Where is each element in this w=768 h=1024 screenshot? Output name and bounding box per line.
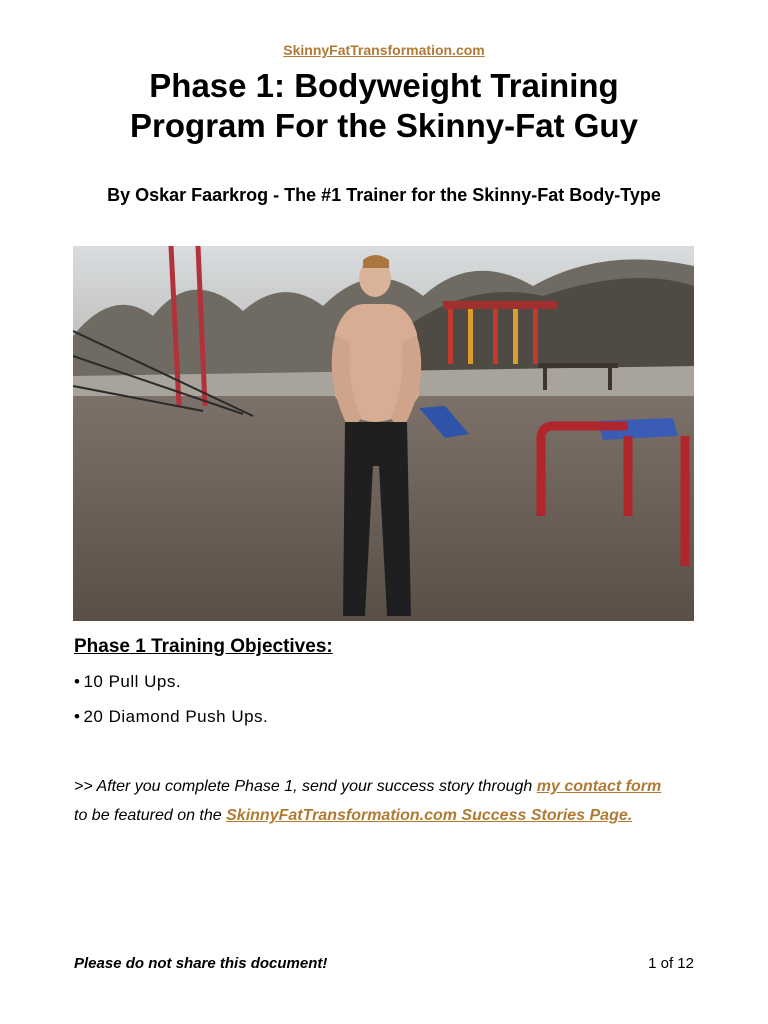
objective-text: 20 Diamond Push Ups. <box>83 707 269 726</box>
footer-note: Please do not share this document! <box>74 955 328 972</box>
success-story-cta <box>74 772 674 830</box>
objectives-list <box>74 671 268 741</box>
hero-photo <box>73 246 694 621</box>
bullet-icon: • <box>74 707 81 726</box>
page-number: 1 of 12 <box>648 955 694 972</box>
author-byline: By Oskar Faarkrog - The #1 Trainer for the Skinny-Fat Body-Type <box>107 185 661 205</box>
contact-form-link[interactable]: my contact form <box>536 778 662 795</box>
cta-middle: to be featured on the <box>74 807 227 824</box>
list-item <box>74 706 268 741</box>
page-title <box>40 66 728 146</box>
objectives-heading: Phase 1 Training Objectives: <box>74 636 333 657</box>
list-item <box>74 671 268 706</box>
park-photo-illustration <box>73 246 694 621</box>
title-line-2: Program For the Skinny-Fat Guy <box>130 107 638 144</box>
cta-prefix: >> After you complete Phase 1, send your success story through <box>74 778 537 795</box>
site-link[interactable]: SkinnyFatTransformation.com <box>283 42 485 58</box>
title-line-1: Phase 1: Bodyweight Training <box>149 67 619 104</box>
objective-text: 10 Pull Ups. <box>83 672 182 691</box>
bullet-icon: • <box>74 672 81 691</box>
success-stories-link[interactable]: SkinnyFatTransformation.com Success Stories Page. <box>226 807 633 824</box>
